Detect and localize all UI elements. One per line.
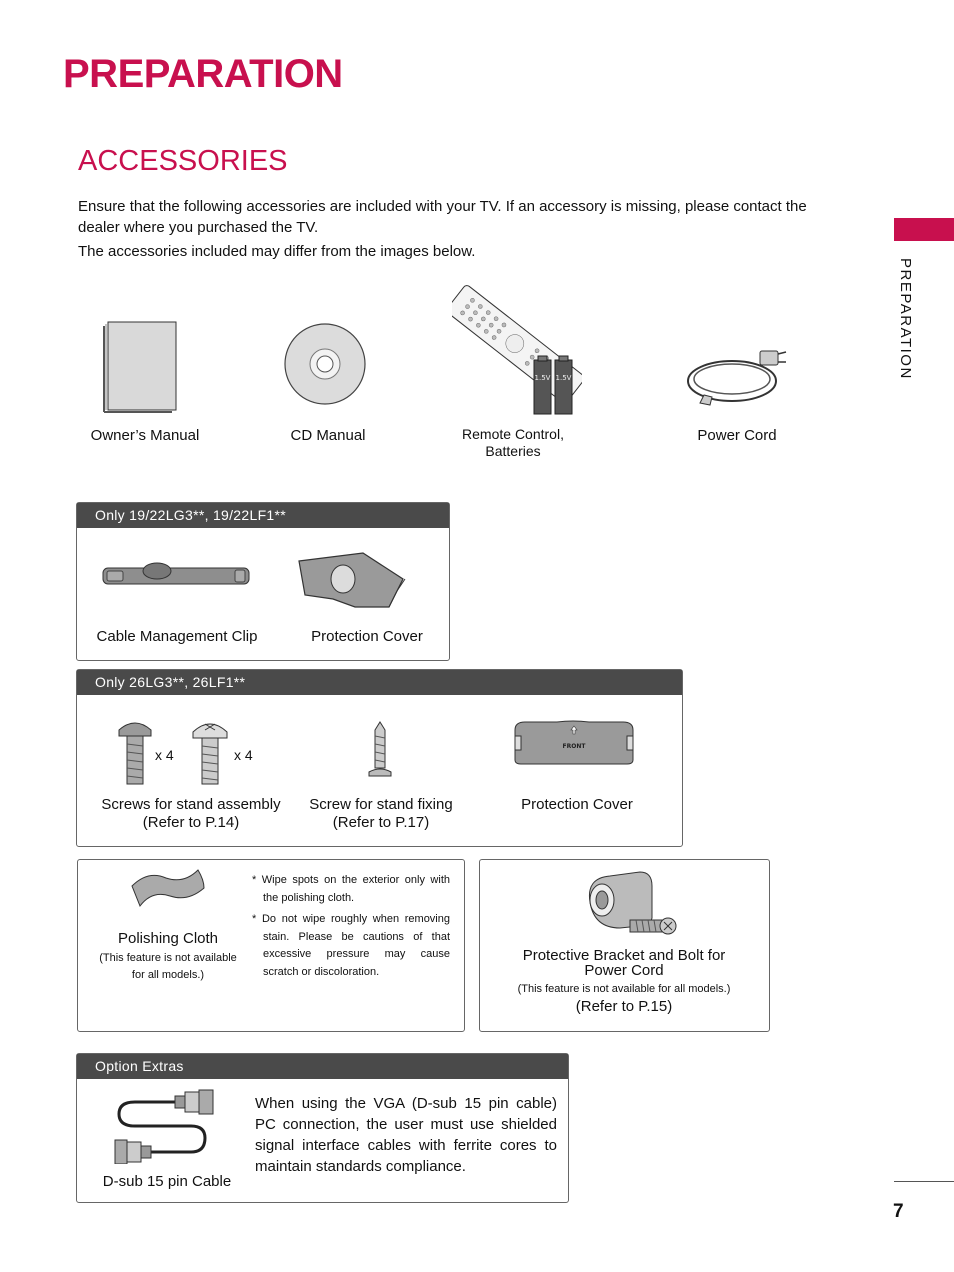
stand-fixing-screw-image (367, 720, 393, 784)
polishing-cloth-image (128, 866, 210, 910)
stand-screws-label (91, 796, 291, 832)
stand-fixing-screw-label (295, 796, 467, 832)
owners-manual-image (100, 318, 180, 416)
intro-line-1: Ensure that the following accessories are included with your TV. If an accessory is missing, please contact the dealer where you purchased the TV. (78, 198, 807, 236)
box-19-22-models (76, 502, 450, 661)
box-polishing-cloth (77, 859, 465, 1032)
box-protective-bracket (479, 859, 770, 1032)
box-26-models (76, 669, 683, 847)
remote-label-line-1: Remote Control, (462, 426, 564, 442)
footer-rule (894, 1181, 954, 1182)
section-title: ACCESSORIES (78, 145, 288, 177)
polishing-cloth-instructions (252, 872, 450, 985)
box-option-extras (76, 1053, 569, 1203)
power-cord-image (682, 345, 794, 411)
power-cord-label: Power Cord (697, 427, 777, 444)
remote-control-label (436, 426, 590, 460)
intro-line-2: The accessories included may differ from the images below. (78, 243, 476, 260)
page-number: 7 (893, 1201, 904, 1222)
stand-screw-image-1 (117, 716, 153, 790)
screw-qty-2: x 4 (234, 747, 253, 763)
side-chapter-label (886, 258, 926, 378)
protection-cover-label-2: Protection Cover (521, 796, 633, 813)
screw-qty-1: x 4 (155, 747, 174, 763)
remote-control-image (452, 272, 582, 420)
polishing-cloth-note (88, 950, 248, 984)
cd-manual-label: CD Manual (290, 427, 366, 444)
side-chapter-label-text: PREPARATION (897, 258, 914, 380)
option-extras-header: Option Extras (77, 1054, 568, 1079)
stand-screw-image-2 (189, 716, 231, 790)
polishing-note-line-2: for all models.) (131, 969, 205, 981)
polishing-bullet-1: * Wipe spots on the exterior only with the polishing cloth. (252, 874, 450, 904)
front-label: FRONT (562, 743, 586, 750)
protective-bracket-image (580, 868, 680, 944)
dsub-cable-label: D-sub 15 pin Cable (102, 1173, 232, 1190)
cd-manual-image (283, 321, 369, 407)
page-title: PREPARATION (63, 52, 343, 96)
vga-compliance-text: When using the VGA (D-sub 15 pin cable) PC connection, the user must use shielded signal interface cables with ferrite cores to maintain standards compliance. (255, 1095, 557, 1175)
stand-screws-label-line-2: (Refer to P.14) (142, 814, 240, 831)
protection-cover-large-image (511, 718, 637, 768)
cable-management-clip-image (99, 558, 255, 598)
protection-cover-label-1: Protection Cover (311, 628, 423, 645)
chapter-tab (894, 218, 954, 241)
remote-label-line-2: Batteries (485, 443, 541, 459)
stand-fixing-label-line-1: Screw for stand fixing (309, 796, 453, 813)
intro-text (78, 196, 838, 262)
polishing-cloth-title: Polishing Cloth (117, 930, 219, 947)
cable-clip-label: Cable Management Clip (96, 628, 258, 645)
owners-manual-label: Owner’s Manual (90, 427, 200, 444)
stand-fixing-label-line-2: (Refer to P.17) (332, 814, 430, 831)
protective-bracket-title (490, 948, 758, 978)
battery-label-2: 1.5V (555, 374, 572, 382)
bracket-title-line-2: Power Cord (584, 962, 664, 979)
bracket-title-line-1: Protective Bracket and Bolt for (522, 947, 726, 964)
polishing-bullet-2: * Do not wipe roughly when removing stain. Please be cautions of that excessive pressure may cause scratch or discoloration. (252, 913, 450, 978)
protective-bracket-note: (This feature is not available for all models.) (517, 983, 731, 995)
box-19-22-header: Only 19/22LG3**, 19/22LF1** (77, 503, 449, 528)
polishing-note-line-1: (This feature is not available (99, 952, 237, 964)
battery-label-1: 1.5V (534, 374, 551, 382)
stand-screws-label-line-1: Screws for stand assembly (101, 796, 281, 813)
box-26-header: Only 26LG3**, 26LF1** (77, 670, 682, 695)
protection-cover-small-image (293, 549, 413, 613)
dsub-cable-image (111, 1086, 221, 1164)
protective-bracket-ref: (Refer to P.15) (575, 998, 673, 1015)
